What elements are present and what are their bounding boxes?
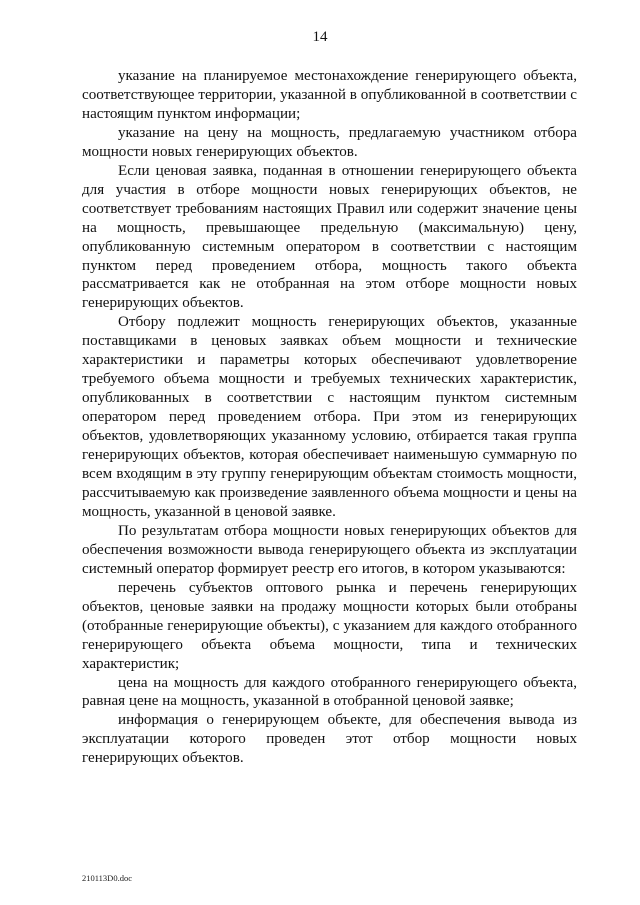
- paragraph-noncompliant-bid: Если ценовая заявка, поданная в отношении генерирующего объекта для участия в отборе мощности новых генерирующих объектов, не соответствует требованиям настоящих Правил или содержит значение цены на мощность, превышающее предельную (максимальную) цену, опубликованную системным оператором в соответствии с настоящим пунктом перед проведением отбора, мощность такого объекта рассматривается как не отобранная на этом отборе мощности новых генерирующих объектов.: [82, 162, 577, 312]
- footer-file-code: 210113D0.doc: [82, 873, 132, 883]
- paragraph-registry-subjects: перечень субъектов оптового рынка и перечень генерирующих объектов, ценовые заявки на продажу мощности которых были отобраны (отобранные генерирующие объекты), с указанием для каждого отобранного генерирующего объекта объема мощности, типа и технических характеристик;: [82, 579, 577, 672]
- body-text: [82, 67, 577, 768]
- paragraph-registry-price: цена на мощность для каждого отобранного генерирующего объекта, равная цене на мощность, указанной в отобранной ценовой заявке;: [82, 674, 577, 710]
- paragraph-location: указание на планируемое местонахождение генерирующего объекта, соответствующее территории, указанной в опубликованной в соответствии с настоящим пунктом информации;: [82, 68, 577, 122]
- paragraph-selection-rule: Отбору подлежит мощность генерирующих объектов, указанные поставщиками в ценовых заявках объем мощности и технические характеристики и параметры которых обеспечивают удовлетворение требуемого объема мощности и требуемых технических характеристик, опубликованных в соответствии с настоящим пунктом системным оператором перед проведением отбора. При этом из генерирующих объектов, удовлетворяющих указанному условию, отбирается такая группа генерирующих объектов, которая обеспечивает наименьшую суммарную по всем входящим в эту группу генерирующим объектам стоимость мощности, рассчитываемую как произведение заявленного объема мощности и цены на мощность, указанной в ценовой заявке.: [82, 314, 577, 520]
- page-number: 14: [312, 29, 328, 45]
- paragraph-price: указание на цену на мощность, предлагаемую участником отбора мощности новых генерирующих объектов.: [82, 124, 577, 160]
- paragraph-registry-intro: По результатам отбора мощности новых генерирующих объектов для обеспечения возможности вывода генерирующего объекта из эксплуатации системный оператор формирует реестр его итогов, в котором указываются:: [82, 522, 577, 577]
- paragraph-registry-object-info: информация о генерирующем объекте, для обеспечения вывода из эксплуатации которого проведен этот отбор мощности новых генерирующих объектов.: [82, 712, 577, 767]
